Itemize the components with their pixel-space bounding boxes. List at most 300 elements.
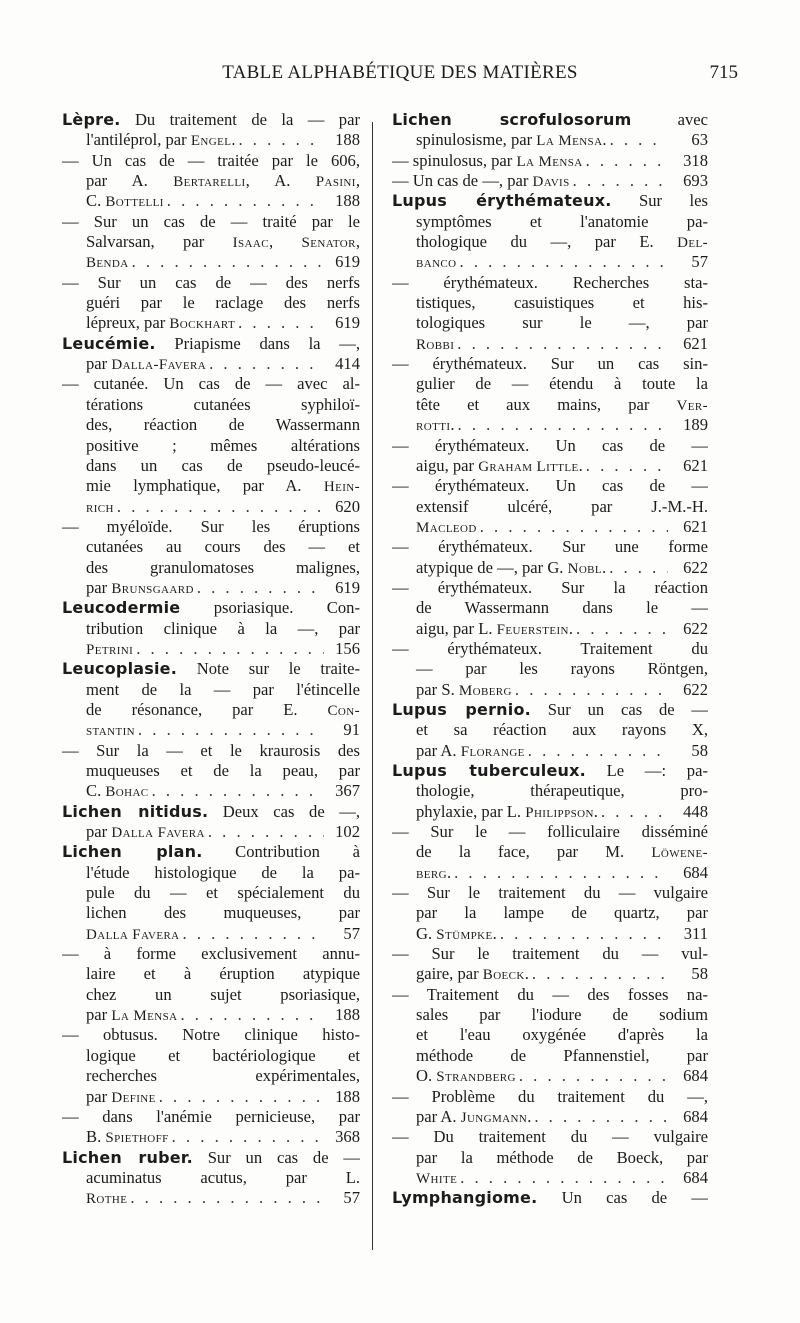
dot-leader	[206, 354, 324, 374]
line-text	[416, 456, 583, 476]
index-column-left	[62, 110, 360, 1209]
headword: Leucémie.	[62, 333, 156, 353]
dot-leader	[156, 1087, 324, 1107]
page-reference: 102	[335, 822, 360, 842]
line-text	[86, 903, 360, 922]
index-text-line	[392, 212, 708, 232]
entry-text: par la méthode de Boeck, par	[416, 1147, 708, 1167]
entry-text: phylaxie, par L.	[416, 801, 526, 821]
index-text-line	[62, 334, 360, 354]
line-text	[416, 130, 607, 150]
headword: Leucoplasie.	[62, 659, 177, 679]
line-text	[86, 720, 135, 740]
index-text-line	[62, 273, 360, 293]
index-text-line	[392, 700, 708, 720]
index-text-line	[392, 1188, 708, 1208]
author-name: Dalla-Favera	[111, 357, 207, 374]
entry-text: — érythémateux. Recherches sta-	[392, 272, 708, 292]
entry-text: méthode de Pfannenstiel, par	[416, 1045, 708, 1065]
entry-text: — Sur la — et le kraurosis des	[62, 740, 360, 760]
index-text-line	[392, 761, 708, 781]
line-text	[416, 497, 708, 516]
index-entry-line	[392, 415, 708, 435]
index-entry-line	[392, 171, 708, 191]
dot-leader	[497, 924, 668, 944]
entry-text: laire et à éruption atypique	[86, 964, 360, 984]
index-text-line	[62, 802, 360, 822]
dot-leader	[529, 964, 668, 984]
dot-leader	[133, 639, 324, 659]
index-entry-line	[392, 1107, 708, 1127]
index-text-line	[392, 110, 708, 130]
line-text	[416, 680, 512, 700]
index-text-line	[392, 354, 708, 374]
line-text	[86, 924, 180, 944]
line-text	[86, 639, 133, 659]
line-text	[62, 212, 360, 231]
entry-text: C.	[86, 191, 106, 211]
index-entry-line	[62, 354, 360, 374]
index-entry-line	[62, 1005, 360, 1025]
page-reference: 621	[683, 455, 708, 475]
author-name: Ver-	[676, 397, 708, 414]
index-text-line	[392, 1025, 708, 1045]
entry-text: aigu, par L.	[416, 618, 497, 638]
index-entry-line	[392, 130, 708, 150]
dot-leader	[135, 720, 324, 740]
index-text-line	[392, 985, 708, 1005]
index-text-line	[62, 232, 360, 252]
dot-leader	[129, 252, 324, 272]
line-text	[86, 1168, 360, 1187]
line-text	[86, 964, 360, 983]
entry-text: cutanées au cours des — et	[86, 537, 360, 557]
index-text-line	[62, 842, 360, 862]
line-text	[86, 761, 360, 780]
dot-leader	[457, 252, 668, 272]
author-name: Isaac	[232, 235, 269, 252]
index-column-right	[392, 110, 708, 1209]
line-text	[86, 619, 360, 638]
author-name: Stümpke	[436, 926, 493, 943]
entry-text: — érythémateux. Traitement du	[392, 638, 708, 658]
entry-text: ment de la — par l'étincelle	[86, 679, 360, 699]
entry-text: par	[86, 822, 112, 842]
author-name: banco	[416, 255, 457, 272]
index-text-line	[392, 1148, 708, 1168]
line-text	[392, 273, 708, 292]
headword: Lupus tuberculeux.	[392, 761, 586, 780]
line-text	[86, 354, 206, 374]
entry-text: par A.	[416, 740, 461, 760]
line-text	[416, 232, 708, 251]
headword: Lichen ruber.	[62, 1147, 193, 1167]
entry-text: .	[231, 130, 236, 150]
author-name: Define	[111, 1089, 156, 1106]
author-name: Brunsgaard	[111, 580, 194, 597]
entry-text: — par les rayons Röntgen,	[416, 659, 708, 679]
entry-text: tête et aux mains, par	[416, 394, 677, 414]
page-reference: 188	[335, 130, 360, 150]
author-name: Boeck	[482, 967, 525, 984]
line-text	[416, 1025, 708, 1044]
entry-text: — érythémateux. Sur un cas sin-	[392, 354, 708, 374]
page-reference: 621	[683, 333, 708, 353]
index-text-line	[392, 842, 708, 862]
index-text-line	[392, 578, 708, 598]
page-reference: 311	[683, 923, 708, 943]
entry-text: Deux cas de —,	[208, 801, 360, 821]
entry-text: tribution clinique à la —, par	[86, 618, 360, 638]
index-text-line	[62, 537, 360, 557]
index-text-line	[62, 517, 360, 537]
line-text	[86, 700, 360, 719]
page-reference: 189	[683, 415, 708, 435]
line-text	[62, 944, 360, 963]
line-text	[86, 1188, 127, 1208]
dot-leader	[525, 741, 668, 761]
entry-text: .	[593, 801, 598, 821]
line-text	[62, 659, 360, 678]
index-text-line	[392, 1087, 708, 1107]
page-reference: 57	[691, 252, 708, 272]
index-text-line	[62, 680, 360, 700]
index-text-line	[62, 659, 360, 679]
dot-leader	[583, 151, 668, 171]
author-name: berg	[416, 865, 447, 882]
dot-leader	[235, 130, 324, 150]
line-text	[86, 1066, 360, 1085]
line-text	[392, 761, 708, 780]
index-entry-line	[62, 191, 360, 211]
line-text	[86, 781, 149, 801]
index-text-line	[62, 863, 360, 883]
line-text	[62, 334, 360, 353]
index-text-line	[392, 639, 708, 659]
index-text-line	[62, 415, 360, 435]
index-text-line	[62, 293, 360, 313]
entry-text: de Wassermann dans le —	[416, 598, 708, 618]
dot-leader	[451, 863, 668, 883]
page-reference: 368	[335, 1127, 360, 1147]
author-name: Davis	[532, 174, 570, 191]
entry-text: — Sur le traitement du — vul-	[392, 944, 708, 964]
headword: Lichen nitidus.	[62, 801, 209, 821]
line-text	[86, 680, 360, 699]
index-text-line	[62, 619, 360, 639]
line-text	[416, 781, 708, 800]
index-entry-line	[392, 334, 708, 354]
line-text	[416, 741, 525, 761]
entry-text: symptômes et l'anatomie pa-	[416, 211, 708, 231]
line-text	[62, 273, 360, 292]
entry-text: — Sur le — folliculaire disséminé	[392, 822, 708, 842]
line-text	[86, 395, 360, 414]
author-name: Graham Little	[478, 458, 579, 475]
entry-text: G.	[416, 923, 437, 943]
entry-text: tistiques, casuistiques et his-	[416, 293, 708, 313]
line-text	[86, 537, 360, 556]
entry-text: — Problème du traitement du —,	[392, 1086, 708, 1106]
line-text	[62, 151, 360, 170]
entry-text: .	[492, 923, 497, 943]
author-name: Jungmann	[460, 1109, 528, 1126]
page-reference: 188	[335, 1086, 360, 1106]
dot-leader	[169, 1127, 324, 1147]
line-text	[86, 191, 164, 211]
line-text	[392, 436, 708, 455]
dot-leader	[457, 1168, 668, 1188]
line-text	[86, 232, 360, 251]
line-text	[86, 578, 194, 598]
index-text-line	[62, 212, 360, 232]
entry-text: .	[446, 862, 452, 882]
index-text-line	[62, 1046, 360, 1066]
page-reference: 414	[335, 354, 360, 374]
author-name: Feuerstein	[496, 621, 569, 638]
entry-text: Sur un cas de —	[192, 1147, 360, 1167]
line-text	[62, 802, 360, 821]
entry-text: sales par l'iodure de sodium	[416, 1005, 708, 1025]
page-reference: 58	[691, 964, 708, 984]
dot-leader	[127, 1188, 324, 1208]
page-reference: 57	[343, 923, 360, 943]
headword: Lichen plan.	[62, 842, 203, 862]
entry-text: avec	[631, 110, 708, 129]
author-name: Dalla Favera	[86, 926, 180, 943]
dot-leader	[512, 680, 668, 700]
entry-text: thologique du —, par E.	[416, 232, 678, 252]
entry-text: .	[568, 618, 574, 638]
entry-text: — à forme exclusivement annu-	[62, 944, 360, 964]
line-text	[86, 313, 235, 333]
line-text	[416, 1168, 457, 1188]
dot-leader	[570, 171, 668, 191]
entry-text: .	[602, 130, 607, 150]
index-text-line	[392, 374, 708, 394]
index-entry-line	[392, 252, 708, 272]
entry-text: .	[524, 964, 529, 984]
index-entry-line	[392, 151, 708, 171]
author-name: stantin	[86, 723, 135, 740]
entry-text: gulier de — étendu à toute la	[416, 374, 708, 394]
index-text-line	[62, 395, 360, 415]
entry-text: logique et bactériologique et	[86, 1045, 360, 1065]
line-text	[392, 1087, 708, 1106]
entry-text: extensif ulcéré, par J.-M.-H.	[416, 496, 708, 516]
dot-leader	[531, 1107, 668, 1127]
entry-text: de la face, par M.	[416, 842, 652, 862]
dot-leader	[149, 781, 324, 801]
dot-leader	[114, 497, 324, 517]
author-name: Bertarelli	[173, 174, 246, 191]
entry-text: par A.	[86, 171, 174, 191]
index-text-line	[392, 822, 708, 842]
line-text	[416, 842, 708, 861]
index-entry-line	[392, 863, 708, 883]
index-text-line	[392, 436, 708, 456]
entry-text: gaire, par	[416, 964, 483, 984]
author-name: Bockhart	[169, 316, 236, 333]
index-text-line	[392, 944, 708, 964]
entry-text: Priapisme dans la —,	[155, 333, 360, 353]
index-entry-line	[62, 1127, 360, 1147]
entry-text: — Du traitement du — vulgaire	[392, 1127, 708, 1147]
index-text-line	[392, 1046, 708, 1066]
author-name: Pasini	[315, 174, 356, 191]
entry-text: par A.	[416, 1106, 461, 1126]
index-text-line	[62, 700, 360, 720]
entry-text: de résonance, par E.	[86, 699, 328, 719]
line-text	[416, 395, 708, 414]
entry-text: positive ; mêmes altérations	[86, 435, 360, 455]
author-name: Hein-	[323, 479, 360, 496]
index-entry-line	[62, 130, 360, 150]
headword: Lichen scrofulosorum	[392, 110, 632, 129]
line-text	[86, 456, 360, 475]
line-text	[392, 171, 570, 191]
index-text-line	[62, 171, 360, 191]
author-name: Benda	[86, 255, 129, 272]
index-text-line	[62, 456, 360, 476]
dot-leader	[205, 822, 324, 842]
line-text	[392, 883, 708, 902]
line-text	[416, 720, 708, 739]
entry-text: par S.	[416, 679, 459, 699]
entry-text: — Sur un cas de — des nerfs	[62, 272, 360, 292]
line-text	[392, 944, 708, 963]
author-name: White	[416, 1170, 458, 1187]
page-reference: 367	[335, 781, 360, 801]
line-text	[416, 334, 454, 354]
line-text	[392, 476, 708, 495]
index-text-line	[62, 151, 360, 171]
index-text-line	[62, 1168, 360, 1188]
index-text-line	[62, 964, 360, 984]
page-reference: 684	[683, 1167, 708, 1187]
author-name: Moberg	[458, 682, 512, 699]
index-text-line	[392, 1005, 708, 1025]
line-text	[86, 252, 129, 272]
line-text	[392, 985, 708, 1004]
line-text	[416, 1148, 708, 1167]
index-text-line	[62, 761, 360, 781]
index-text-line	[62, 374, 360, 394]
entry-text: — Sur un cas de — traité par le	[62, 211, 360, 231]
entry-text: par	[86, 1086, 112, 1106]
entry-text: — myéloïde. Sur les éruptions	[62, 516, 360, 536]
entry-text: par	[86, 1005, 112, 1025]
entry-text: — dans l'anémie pernicieuse, par	[62, 1106, 360, 1126]
line-text	[62, 517, 360, 536]
line-text	[86, 1046, 360, 1065]
line-text	[86, 415, 360, 434]
entry-text: aigu, par	[416, 455, 479, 475]
index-text-line	[62, 1148, 360, 1168]
line-text	[62, 1107, 360, 1126]
entry-text: — érythémateux. Sur une forme	[392, 537, 708, 557]
entry-text: par	[86, 577, 112, 597]
line-text	[86, 985, 360, 1004]
index-entry-line	[392, 802, 708, 822]
page-reference: 621	[683, 516, 708, 536]
index-text-line	[392, 313, 708, 333]
entry-text: pule du — et spécialement du	[86, 883, 360, 903]
dot-leader	[177, 1005, 324, 1025]
dot-leader	[573, 619, 668, 639]
author-name: Petrini	[86, 641, 134, 658]
page-reference: 188	[335, 1005, 360, 1025]
entry-text: dans un cas de pseudo-leucé-	[86, 455, 360, 475]
headword: Lèpre.	[62, 110, 121, 129]
entry-text: ,	[355, 232, 360, 252]
line-text	[392, 700, 708, 719]
index-text-line	[392, 720, 708, 740]
entry-text: ,	[268, 232, 302, 252]
dot-leader	[606, 558, 668, 578]
line-text	[62, 1025, 360, 1044]
index-entry-line	[62, 497, 360, 517]
line-text	[392, 110, 708, 129]
index-text-line	[62, 883, 360, 903]
author-name: Del-	[677, 235, 708, 252]
page-reference: 622	[683, 618, 708, 638]
index-entry-line	[62, 1188, 360, 1208]
entry-text: et l'eau oxygénée d'après la	[416, 1025, 708, 1045]
line-text	[392, 151, 583, 171]
page-reference: 619	[335, 577, 360, 597]
headword: Lupus pernio.	[392, 699, 531, 719]
author-name: Philippson	[525, 804, 594, 821]
page-reference: 58	[691, 740, 708, 760]
entry-text: B.	[86, 1127, 106, 1147]
line-text	[416, 1107, 531, 1127]
entry-text: .	[450, 415, 455, 435]
line-text	[416, 252, 457, 272]
entry-text: — érythémateux. Sur la réaction	[392, 577, 708, 597]
author-name: Bottelli	[105, 194, 164, 211]
line-text	[62, 598, 360, 617]
index-text-line	[392, 476, 708, 496]
line-text	[416, 863, 451, 883]
line-text	[86, 1087, 156, 1107]
line-text	[416, 313, 708, 332]
line-text	[416, 1046, 708, 1065]
entry-text: .	[578, 455, 583, 475]
line-text	[86, 171, 360, 190]
author-name: Strandberg	[436, 1069, 516, 1086]
author-name: Robbi	[416, 336, 455, 353]
entry-text: spinulosisme, par	[416, 130, 537, 150]
index-text-line	[392, 497, 708, 517]
entry-text: lichen des muqueuses, par	[86, 903, 360, 923]
index-text-line	[392, 191, 708, 211]
line-text	[416, 293, 708, 312]
line-text	[392, 191, 708, 210]
column-divider	[372, 122, 373, 1250]
entry-text: tologiques sur le —, par	[416, 313, 708, 333]
index-entry-line	[62, 313, 360, 333]
index-text-line	[62, 1066, 360, 1086]
page-reference: 63	[691, 130, 708, 150]
line-text	[416, 598, 708, 617]
line-text	[86, 436, 360, 455]
index-text-line	[62, 1107, 360, 1127]
entry-text: des, réaction de Wassermann	[86, 415, 360, 435]
page-number: 715	[709, 62, 738, 83]
line-text	[392, 1188, 708, 1207]
index-entry-line	[392, 1066, 708, 1086]
